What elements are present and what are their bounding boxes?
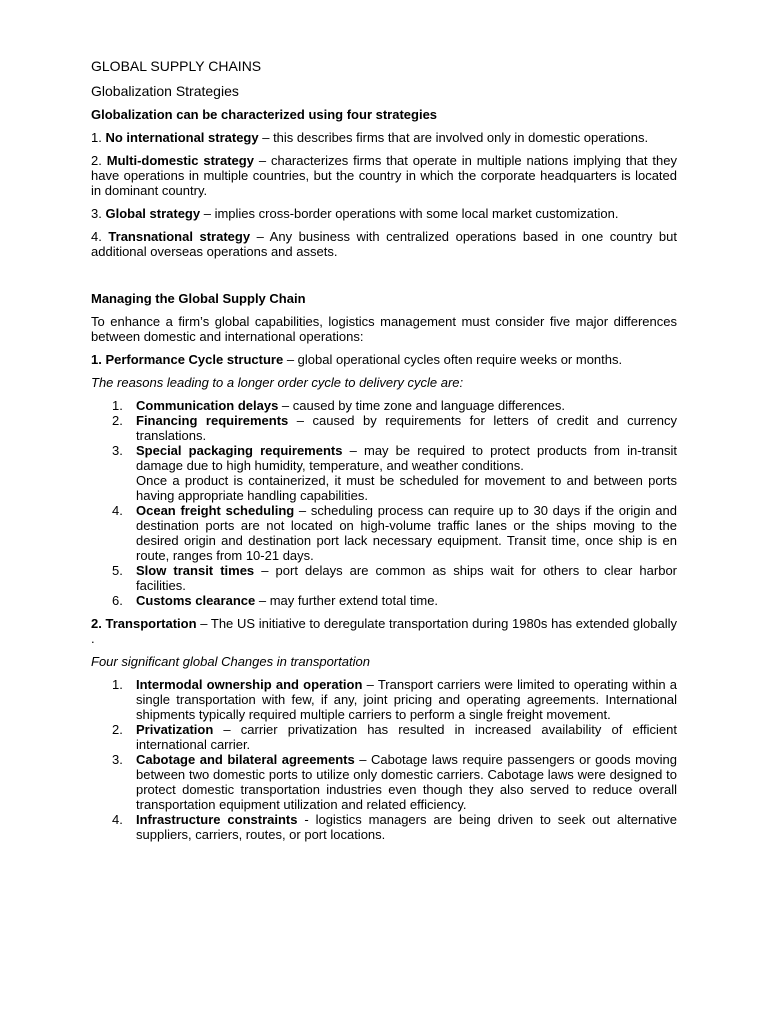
strategy-paragraph: 4. Transnational strategy – Any business with centralized operations based in one country but additional overseas operations and assets. [91, 229, 677, 259]
list-item: 1. Intermodal ownership and operation – Transport carriers were limited to operating within a single transportation with few, if any, joint pricing and operating agreements. International shipments typically required multiple carriers to perform a single freight movement. [112, 677, 677, 722]
section-subtitle: Globalization Strategies [91, 83, 239, 99]
strategy-paragraph: 3. Global strategy – implies cross-border operations with some local market customization. [91, 206, 619, 221]
transportation-paragraph: 2. Transportation – The US initiative to deregulate transportation during 1980s has extended globally . [91, 616, 677, 646]
list-item: 1. Communication delays – caused by time zone and language differences. [112, 398, 565, 413]
list-item: 6. Customs clearance – may further extend total time. [112, 593, 439, 608]
strategy-paragraph: 1. No international strategy – this describes firms that are involved only in domestic operations. [91, 130, 649, 145]
list-item: 3. Cabotage and bilateral agreements – Cabotage laws require passengers or goods moving between two domestic ports to utilize only domestic carriers. Cabotage laws were designed to protect domestic transportation industries even though they also served to reduce overall transportation equipment utilization and related efficiency. [112, 752, 677, 812]
list-item: 2. Financing requirements – caused by requirements for letters of credit and currency translations. [112, 413, 677, 443]
document-title: GLOBAL SUPPLY CHAINS [91, 58, 262, 74]
reasons-intro: The reasons leading to a longer order cycle to delivery cycle are: [91, 375, 464, 390]
strategy-paragraph: 2. Multi-domestic strategy – characterizes firms that operate in multiple nations implying that they have operations in multiple countries, but the country in which the corporate headquarters is located in dominant country. [91, 153, 677, 198]
reasons-list [91, 398, 677, 608]
managing-intro: To enhance a firm’s global capabilities, logistics management must consider five major differences between domestic and international operations: [91, 314, 677, 344]
managing-heading: Managing the Global Supply Chain [91, 291, 306, 306]
list-item: 5. Slow transit times – port delays are common as ships wait for others to clear harbor facilities. [112, 563, 677, 593]
spacer [91, 267, 677, 291]
list-item: 4. Ocean freight scheduling – scheduling process can require up to 30 days if the origin and destination ports are not located on high-volume traffic lanes or the ships moving to the desired origin and destination port lack necessary equipment. Transit time, once ship is en route, ranges from 10-21 days. [112, 503, 677, 563]
list-item: 3. Special packaging requirements – may be required to protect products from in-transit damage due to high humidity, temperature, and weather conditions. Once a product is containerized, it must be scheduled for movement to and between ports having appropriate handling capabilities. [112, 443, 677, 503]
performance-cycle-paragraph: 1. Performance Cycle structure – global operational cycles often require weeks or months. [91, 352, 623, 367]
document-body [91, 57, 677, 850]
intro-heading: Globalization can be characterized using four strategies [91, 107, 438, 122]
changes-intro: Four significant global Changes in transportation [91, 654, 370, 669]
list-item: 4. Infrastructure constraints - logistics managers are being driven to seek out alternative suppliers, carriers, routes, or port locations. [112, 812, 678, 842]
list-item: 2. Privatization – carrier privatization has resulted in increased availability of efficient international carrier. [112, 722, 677, 752]
changes-list [91, 677, 677, 842]
